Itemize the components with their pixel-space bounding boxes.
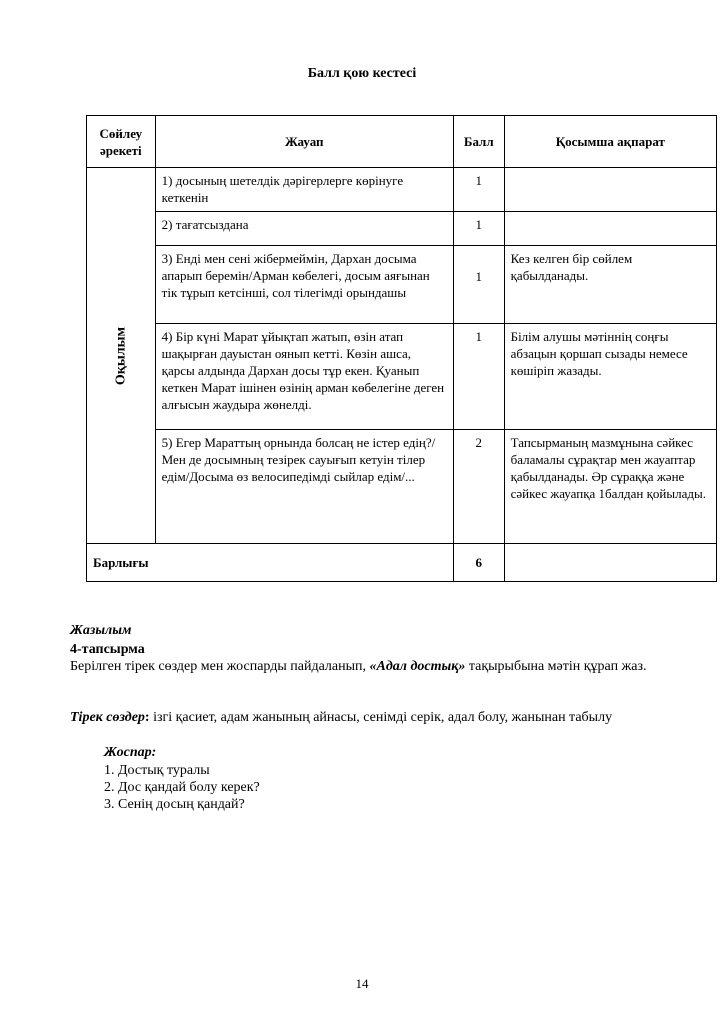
task-instruction <box>70 658 670 675</box>
total-info-cell <box>504 544 716 582</box>
keywords-label: Тірек сөздер <box>70 710 145 725</box>
writing-section-title: Жазылым <box>70 623 132 638</box>
header-answer: Жауап <box>155 116 453 168</box>
table-row <box>87 212 717 246</box>
info-cell <box>505 212 716 220</box>
instruction-text: Берілген тірек сөздер мен жоспарды пайдаланып, <box>70 659 370 674</box>
keywords-text: ізгі қасиет, адам жанының айнасы, сенімді серік, адал болу, жанынан табылу <box>149 710 613 725</box>
score-cell: 2 <box>475 435 482 450</box>
table-row <box>87 430 717 544</box>
table-total-row <box>87 544 717 582</box>
info-cell: Кез келген бір сөйлем қабылданады. <box>510 251 633 283</box>
header-activity: Сөйлеу әрекеті <box>87 116 156 168</box>
plan-item: 3. Сенің досың қандай? <box>104 797 245 812</box>
answer-cell: 3) Енді мен сені жібермеймін, Дархан досыма апарып беремін/Арман көбелегі, досым аяғынан тік тұрып кетсінші, сол тілегімді орындашы <box>161 251 430 300</box>
plan-item: 2. Дос қандай болу керек? <box>104 780 260 795</box>
table-row <box>87 168 717 212</box>
total-label: Барлығы <box>93 555 149 570</box>
answer-cell: 4) Бір күні Марат ұйықтап жатып, өзін атап шақырған дауыстан оянып кетті. Көзін ашса, қарсы алдында Дархан досы тұр екен. Қуанып кеткен Марат ішінен өзінің арман көбелегіне деген алғысын жаудыра жөнелді. <box>161 329 445 412</box>
keywords-colon: : <box>144 710 150 725</box>
info-cell: Тапсырманың мазмұнына сәйкес баламалы сұрақтар мен жауаптар қабылданады. Әр сұраққа және сәйкес жауапқа 1балдан қойылады. <box>510 435 706 501</box>
topic-text: «Адал достық» <box>369 659 466 674</box>
scoring-table <box>86 115 717 582</box>
score-cell: 1 <box>475 329 482 344</box>
answer-cell: 2) тағатсыздана <box>161 217 249 232</box>
total-score: 6 <box>475 555 482 570</box>
activity-cell <box>87 168 156 544</box>
answer-cell: 1) досының шетелдік дәрігерлерге көрінуге кеткенін <box>161 173 404 205</box>
keywords-line <box>70 709 710 726</box>
score-cell: 1 <box>475 269 482 284</box>
table-row <box>87 324 717 430</box>
info-cell <box>505 168 716 176</box>
score-cell: 1 <box>475 173 482 188</box>
score-cell: 1 <box>475 217 482 232</box>
answer-cell: 5) Егер Мараттың орнында болсаң не істер едің?/ Мен де досымның тезірек сауығып кетуін тілер едім/Досыма өз велосипедімді сыйлар едім/... <box>161 435 436 484</box>
plan-label: Жоспар: <box>104 745 157 760</box>
header-info: Қосымша ақпарат <box>504 116 716 168</box>
info-cell: Білім алушы мәтіннің соңғы абзацын қоршап сызады немесе көшіріп жазады. <box>510 329 688 378</box>
instruction-text-end: тақырыбына мәтін құрап жаз. <box>465 659 647 674</box>
page-title: Балл қою кестесі <box>307 66 417 81</box>
task-title: 4-тапсырма <box>70 642 145 657</box>
plan-item: 1. Достық туралы <box>104 763 210 778</box>
table-row <box>87 246 717 324</box>
header-score: Балл <box>453 116 504 168</box>
activity-label: Оқылым <box>113 326 129 385</box>
table-header-row <box>87 116 717 168</box>
page-number: 14 <box>355 976 369 991</box>
